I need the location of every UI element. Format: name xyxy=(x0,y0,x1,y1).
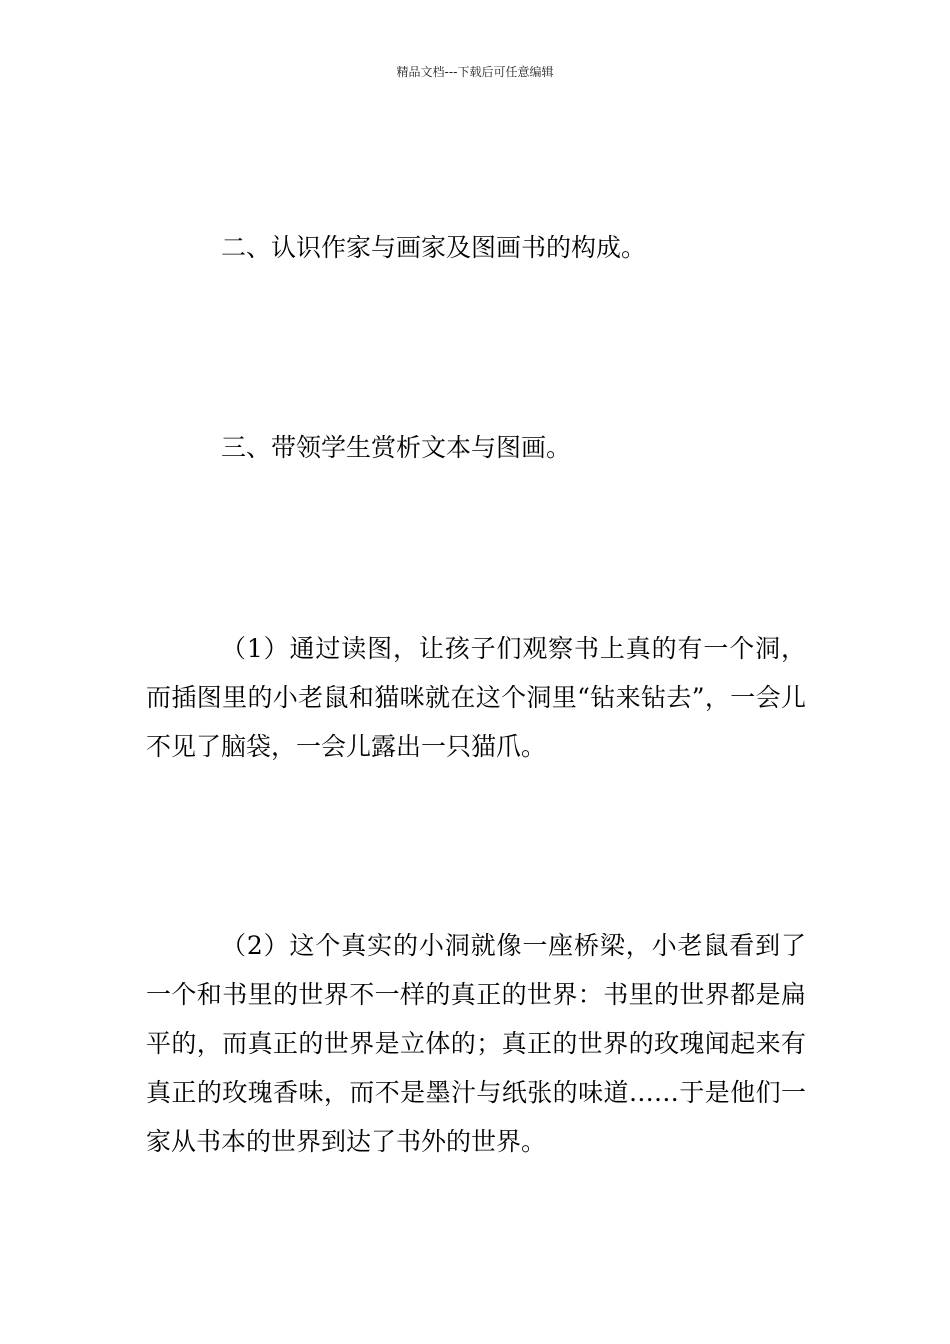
section-heading-3: 三、带领学生赏析文本与图画。 xyxy=(221,433,572,462)
paragraph-1: （1）通过读图，让孩子们观察书上真的有一个洞，而插图里的小老鼠和猫咪就在这个洞里“钻来钻去”，一会儿不见了脑袋，一会儿露出一只猫爪。 xyxy=(146,634,806,761)
section-heading-2: 二、认识作家与画家及图画书的构成。 xyxy=(221,233,647,262)
paragraph-2: （2）这个真实的小洞就像一座桥梁，小老鼠看到了一个和书里的世界不一样的真正的世界：书里的世界都是扁平的，而真正的世界是立体的；真正的世界的玫瑰闻起来有真正的玫瑰香味，而不是墨汁与纸张的味道……于是他们一家从书本的世界到达了书外的世界。 xyxy=(146,931,806,1156)
page-header: 精品文档---下载后可任意编辑 xyxy=(396,65,554,79)
